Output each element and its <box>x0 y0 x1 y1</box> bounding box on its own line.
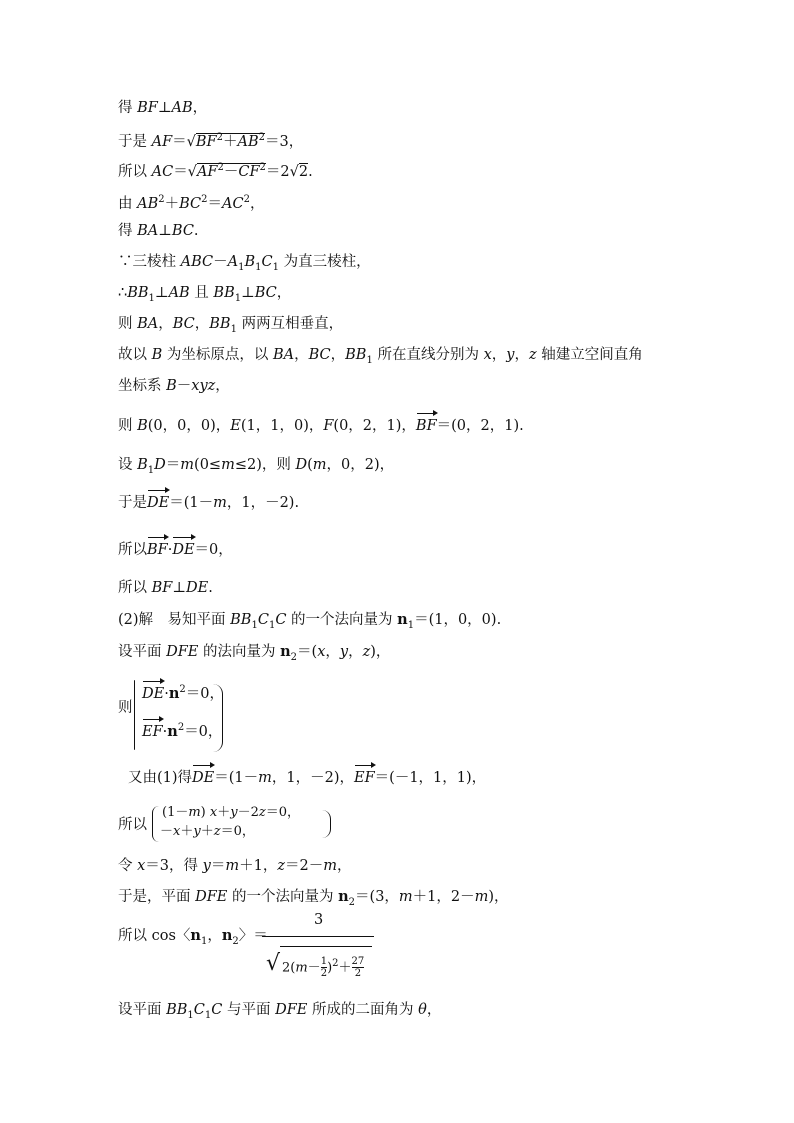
line-dihedral-angle <box>118 1000 441 1026</box>
fraction-denominator: 2(m－1 2 )$^2$＋27 2 <box>282 956 365 980</box>
line-point-d <box>118 455 394 481</box>
line-pythagorean <box>118 190 264 214</box>
line-prism <box>118 252 371 278</box>
text-line-18: 又由(1)得DE＝(1－m，1，－2)，EF＝(－1，1，1)， <box>128 770 487 786</box>
sqrt-sign: √ <box>266 951 281 976</box>
line-af-value <box>118 128 303 152</box>
left-brace-2 <box>152 806 159 842</box>
text-line-9b: 坐标系 B－xyz， <box>118 378 230 394</box>
line-cosine-prefix <box>118 926 268 952</box>
left-brace <box>134 680 135 750</box>
text-line-3: 所以 $AC=√AF^2-CF^2=2√2$. <box>118 162 313 180</box>
text-line-19-prefix: 所以 <box>118 817 147 833</box>
sqrt-overline <box>280 946 372 947</box>
right-brace <box>210 684 223 752</box>
line-dot-product <box>118 540 233 560</box>
line-solve-y-z <box>118 856 351 876</box>
text-line-20: 令 x＝3，得 y＝m＋1，z＝2－m， <box>118 858 352 874</box>
text-numerator: 3 <box>314 912 324 928</box>
line-bf-perp-de <box>118 578 213 598</box>
text-line-12: 于是DE＝(1－m，1，－2). <box>118 495 300 511</box>
system1-row2: $EF\cdot n^2=0$， <box>142 722 223 740</box>
text-line-10: 则 B(0，0，0)，E(1，1，0)，F(0，2，1)，BF＝(0，2，1). <box>118 418 524 434</box>
text-line-7: $\therefore BB_1\perp AB$ 且 $BB_1\perp BC$， <box>118 285 292 304</box>
fraction-numerator <box>314 912 323 928</box>
text-line-5: 得 BA⊥BC. <box>118 223 199 239</box>
text-line-23: 设平面 $BB_1C_1C$ 与平面 DFE 所成的二面角为 θ， <box>118 1002 442 1021</box>
text-line-16: 设平面 DFE 的法向量为 $n_2=(x$，y，z)， <box>118 643 391 663</box>
line-normal-n2 <box>118 642 390 668</box>
text-line-13: 所以BF·DE＝0， <box>118 542 233 558</box>
right-brace-2 <box>322 810 331 838</box>
text-line-15: (2)解 易知平面 $BB_1C_1C$ 的一个法向量为 $n_1=(1$，0，0). <box>118 611 502 631</box>
text-line-1: 得 BF⊥AB， <box>118 100 208 116</box>
line-ba-perp-bc <box>118 221 199 241</box>
line-vector-de <box>118 493 299 513</box>
system1-row1: $DE\cdot n^2=0$， <box>142 684 224 702</box>
line-coordinate-system <box>118 376 230 396</box>
text-line-22-prefix: 所以 cos〈$n_1$，$n_2$〉＝ <box>118 927 268 947</box>
text-line-2: 于是 $AF=√BF^2+AB^2=3$， <box>118 132 304 150</box>
text-line-9a: 故以 B 为坐标原点，以 BA，BC，$BB_1$ 所在直线分别为 x，y，z 轴建立空间直角 <box>118 347 643 366</box>
line-coordinate-setup <box>118 345 643 371</box>
line-normal-vector-result <box>118 887 509 913</box>
system2-prefix <box>118 815 147 835</box>
fraction-bar <box>262 936 374 937</box>
line-from-part1 <box>128 768 486 788</box>
text-line-17-prefix: 则 <box>118 700 133 716</box>
text-line-8: 则 BA，BC，$BB_1$ 两两互相垂直， <box>118 316 344 335</box>
text-line-4: 由 $AB^2+BC^2=AC^2$， <box>118 194 265 212</box>
line-bf-perp-ab <box>118 98 207 118</box>
system2-row2: －x＋y＋z＝0， <box>160 824 255 839</box>
line-mutually-perp <box>118 314 343 340</box>
line-ac-value <box>118 158 313 182</box>
text-line-6: ∵三棱柱 $ABC-A_1B_1C_1$ 为直三棱柱， <box>118 254 371 273</box>
line-part2-normal-n1 <box>118 610 501 636</box>
system1-prefix <box>118 698 133 718</box>
system2-row1: (1－m) x＋y－2z＝0， <box>162 805 301 820</box>
text-line-21: 于是，平面 DFE 的一个法向量为 $n_2=(3$，m＋1，2－m)， <box>118 888 509 908</box>
line-points <box>118 416 524 436</box>
line-bb1-perp <box>118 283 291 309</box>
text-line-14: 所以 BF⊥DE. <box>118 580 213 596</box>
text-line-11: 设 $B_1D=m(0\le m\le 2)$，则 D(m，0，2)， <box>118 457 395 476</box>
